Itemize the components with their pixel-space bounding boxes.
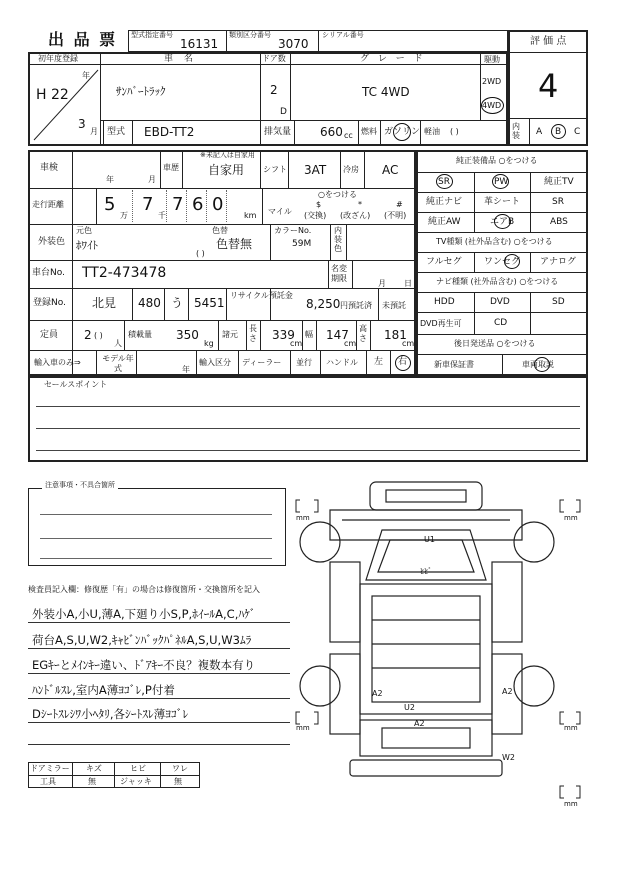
navi-title: ナビ種類 (社外品含む) ○をつける xyxy=(436,277,559,286)
registration-num: 480 xyxy=(138,296,161,310)
parts-tools: 工具 xyxy=(40,777,56,786)
interior-b: B xyxy=(555,127,562,137)
later-manual: 車両取説 xyxy=(522,360,554,369)
tv-oneseg: ワンセグ xyxy=(484,257,521,267)
mark-a2-right: A2 xyxy=(502,687,513,696)
name-change-month: 月 xyxy=(378,279,386,288)
name-change-label: 名変期限 xyxy=(331,264,347,283)
capacity-value: 2 xyxy=(84,328,92,342)
registration-area: 北見 xyxy=(92,296,117,310)
mileage-swap-1: $ xyxy=(316,200,322,209)
parts-crack: ヒビ xyxy=(130,764,146,773)
mm-front-right: mm xyxy=(564,514,578,522)
model-year-label: モデル年式 xyxy=(102,354,134,373)
mileage-digit-4: 6 xyxy=(192,194,204,215)
import-label: 輸入車のみ⇒ xyxy=(34,358,81,367)
mileage-label: 走行距離 xyxy=(32,200,64,209)
equip-sr-2: SR xyxy=(552,197,564,207)
parts-jack: ジャッキ xyxy=(120,777,152,786)
registration-serial: 5451 xyxy=(194,296,225,310)
month-unit: 月 xyxy=(90,127,98,136)
import-category-label: 輸入区分 xyxy=(199,358,231,367)
fuel-circle xyxy=(393,123,411,141)
inspection-label: 車検 xyxy=(40,163,59,173)
shift-value: 3AT xyxy=(304,163,327,177)
shift-label: シフト xyxy=(263,165,287,174)
year-unit: 年 xyxy=(82,71,90,80)
inspector-line-3: EGｷｰとﾒｲﾝｷｰ違い、ﾄﾞｱｷｰ不良？複数本有り xyxy=(32,658,256,672)
tv-oneseg-circle xyxy=(504,254,520,269)
mileage-unit-km: km xyxy=(244,211,257,220)
tv-fullseg: フルセグ xyxy=(426,257,462,267)
height-value: 181 xyxy=(384,328,407,342)
category-value: 3070 xyxy=(278,37,309,51)
parts-jack-value: 無 xyxy=(174,777,182,786)
mileage-swap-2: (交換) xyxy=(304,211,327,220)
capacity-unit: 人 xyxy=(114,339,122,348)
score-label: 評 価 点 xyxy=(530,36,567,47)
chassis-value: TT2-473478 xyxy=(82,265,167,281)
color-code-label: カラーNo. xyxy=(274,226,312,235)
height-unit: cm xyxy=(402,339,415,348)
inspection-year: 年 xyxy=(106,175,114,184)
drive-2wd: 2WD xyxy=(482,77,502,86)
mileage-unk-2: (不明) xyxy=(384,211,407,220)
score-value: 4 xyxy=(538,67,559,105)
parts-mirror: ドアミラー xyxy=(30,764,70,773)
mark-a2-left: A2 xyxy=(372,689,383,698)
interior-c: C xyxy=(574,127,581,137)
mileage-digit-1: 5 xyxy=(104,194,116,215)
navi-dvd: DVD xyxy=(490,297,510,307)
grade-label: グ レ ー ド xyxy=(360,54,426,64)
aircon-value: AC xyxy=(382,163,399,177)
interior-b-circle xyxy=(551,124,566,139)
inspector-line-1: 外装小A,小U,薄A,下廻り小S,P,ﾎｲｰﾙA,C,ﾊｹﾞ xyxy=(32,607,256,621)
grade-value: TC 4WD xyxy=(362,85,410,99)
door-value: 2 xyxy=(270,83,278,97)
mileage-mile: マイル xyxy=(268,207,292,216)
era-year: H 22 xyxy=(36,87,69,103)
model-value: EBD-TT2 xyxy=(144,125,195,139)
model-label: 型式 xyxy=(107,127,126,137)
serial-label: シリアル番号 xyxy=(322,31,364,39)
drive-label: 駆動 xyxy=(484,55,500,64)
orig-color-value: ﾎﾜｲﾄ xyxy=(76,239,98,252)
parts-tools-value: 無 xyxy=(88,777,96,786)
orig-color-label: 元色 xyxy=(76,226,92,235)
registration-kana: う xyxy=(171,296,184,310)
mm-rear-right: mm xyxy=(564,724,578,732)
paint-value: 色替無 xyxy=(216,237,253,251)
details-box xyxy=(28,150,416,376)
equip-pw: PW xyxy=(494,177,509,187)
parts-break: ワレ xyxy=(172,764,188,773)
history-note: ※未記入は自家用 xyxy=(200,151,255,159)
equip-sr-1-circle xyxy=(436,174,453,189)
form-title: 出 品 票 xyxy=(48,30,118,49)
color-code-value: 59M xyxy=(292,239,312,249)
history-value: 自家用 xyxy=(208,163,245,177)
inspector-line-5: Dｼｰﾄｽﾚｼﾜ小ﾍﾀﾘ,各ｼｰﾄｽﾚ薄ﾖｺﾞﾚ xyxy=(32,707,189,721)
notes-label: 注意事項・不具合箇所 xyxy=(42,482,118,489)
spec-label: 諸元 xyxy=(222,330,238,339)
drive-4wd-circle xyxy=(481,97,504,114)
equip-tv: 純正TV xyxy=(544,177,574,187)
mileage-unk-1: # xyxy=(396,200,403,209)
mm-spare: mm xyxy=(564,800,578,808)
fuel-label: 燃料 xyxy=(361,127,377,136)
length-unit: cm xyxy=(290,339,303,348)
equip-leather: 革シート xyxy=(484,197,521,207)
door-label: ドア数 xyxy=(262,54,286,63)
displacement-label: 排気量 xyxy=(264,127,292,137)
navi-hdd: HDD xyxy=(434,297,455,307)
equip-airbag-circle xyxy=(494,214,511,229)
tv-title: TV種類 (社外品含む) ○をつける xyxy=(436,237,553,246)
recycle-label: リサイクル預託金 xyxy=(230,291,293,300)
fuel-value: ガソリン xyxy=(384,127,421,137)
width-label: 幅 xyxy=(305,330,313,339)
mark-a2-bottom: A2 xyxy=(414,719,425,728)
mark-u2: U2 xyxy=(404,703,415,712)
recycle-unit: 円預託済 xyxy=(340,301,372,310)
notes-box xyxy=(28,488,286,566)
mark-hibi: ﾋﾋﾞ xyxy=(420,567,432,576)
mark-u1: U1 xyxy=(424,535,435,544)
handle-right-circle xyxy=(395,355,411,371)
paint-paren: ( ) xyxy=(196,249,205,258)
handle-label: ハンドル xyxy=(326,358,358,367)
interior-label: 内装 xyxy=(512,122,520,140)
history-label: 車歴 xyxy=(163,163,179,172)
displacement-unit: cc xyxy=(344,131,353,140)
handle-right: 右 xyxy=(398,357,408,367)
car-name-value: ｻﾝﾊﾞｰﾄﾗｯｸ xyxy=(116,85,166,98)
mark-w2: W2 xyxy=(502,753,515,762)
capacity-paren: ( ) xyxy=(94,331,103,340)
color-label: 外装色 xyxy=(38,237,66,247)
equip-airbag: エアB xyxy=(490,217,515,227)
equip-navi: 純正ナビ xyxy=(426,197,463,207)
inspector-line-2: 荷台A,S,U,W2,ｷｬﾋﾞﾝﾊﾞｯｸﾊﾟﾈﾙA,S,U,W3ﾑﾗ xyxy=(32,633,252,647)
inspector-line-4: ﾊﾝﾄﾞﾙｽﾚ,室内A薄ﾖｺﾞﾚ,P付着 xyxy=(32,683,175,697)
displacement-value: 660 xyxy=(320,125,343,139)
width-unit: cm xyxy=(344,339,357,348)
mm-front-left: mm xyxy=(296,514,310,522)
registration-label: 登録No. xyxy=(33,298,66,308)
import-dealer: ディーラー xyxy=(242,358,282,367)
navi-sd: SD xyxy=(552,297,565,307)
equip-aw: 純正AW xyxy=(428,217,461,227)
aircon-label: 冷房 xyxy=(343,165,359,174)
length-value: 339 xyxy=(272,328,295,342)
mileage-alt-2: (改ざん) xyxy=(340,211,371,220)
import-parallel: 並行 xyxy=(296,358,312,367)
mileage-mark-note: ○をつける xyxy=(318,190,357,199)
model-year-unit: 年 xyxy=(182,365,190,374)
recycle-unpaid: 未預託 xyxy=(382,301,406,310)
equip-pw-circle xyxy=(492,174,509,189)
height-label: 高さ xyxy=(359,324,367,343)
load-value: 350 xyxy=(176,328,199,342)
mileage-digit-2: 7 xyxy=(142,194,154,215)
paint-label: 色替 xyxy=(212,226,228,235)
mileage-digit-3: 7 xyxy=(172,194,184,215)
mileage-unit-man: 万 xyxy=(120,211,128,220)
first-reg-label: 初年度登録 xyxy=(38,54,78,63)
tv-analog: アナログ xyxy=(540,257,577,267)
equip-abs: ABS xyxy=(550,217,568,227)
month-value: 3 xyxy=(78,117,86,131)
type-label: 型式指定番号 xyxy=(131,31,173,39)
equip-sr-1: SR xyxy=(438,177,450,187)
parts-scratch: キズ xyxy=(86,764,102,773)
oil-label: 軽油 xyxy=(424,127,440,136)
equipment-title: 純正装備品 ○をつける xyxy=(456,156,538,165)
load-unit: kg xyxy=(204,339,214,348)
load-label: 積載量 xyxy=(128,330,152,339)
handle-left: 左 xyxy=(374,357,384,367)
navi-cd: CD xyxy=(494,318,508,328)
door-sub: D xyxy=(280,107,287,117)
mileage-digit-5: 0 xyxy=(212,194,224,215)
oil-paren: ( ) xyxy=(450,127,459,136)
type-value: 16131 xyxy=(180,37,219,51)
later-manual-circle xyxy=(534,357,550,372)
interior-color-label: 内装色 xyxy=(334,226,342,253)
recycle-value: 8,250 xyxy=(306,297,341,311)
width-value: 147 xyxy=(326,328,349,342)
mileage-unit-sen: 千 xyxy=(158,211,166,220)
category-label: 類別区分番号 xyxy=(229,31,271,39)
mm-rear-left: mm xyxy=(296,724,310,732)
length-label: 長さ xyxy=(249,324,257,343)
mileage-alt-1: * xyxy=(358,200,362,209)
chassis-label: 車台No. xyxy=(32,268,65,278)
navi-dvd-play: DVD再生可 xyxy=(420,319,462,328)
drive-4wd: 4WD xyxy=(482,101,502,110)
later-warranty: 新車保証書 xyxy=(434,360,474,369)
car-name-label: 車 名 xyxy=(164,54,197,64)
inspection-month: 月 xyxy=(148,175,156,184)
later-title: 後日発送品 ○をつける xyxy=(454,339,536,348)
inspector-title: 検査員記入欄：修復歴「有」の場合は修復箇所・交換箇所を記入 xyxy=(28,585,260,594)
name-change-day: 日 xyxy=(404,279,412,288)
interior-a: A xyxy=(536,127,543,137)
vehicle-damage-diagram xyxy=(290,472,590,812)
capacity-label: 定員 xyxy=(40,330,59,340)
sales-point-label: セールスポイント xyxy=(44,380,108,389)
